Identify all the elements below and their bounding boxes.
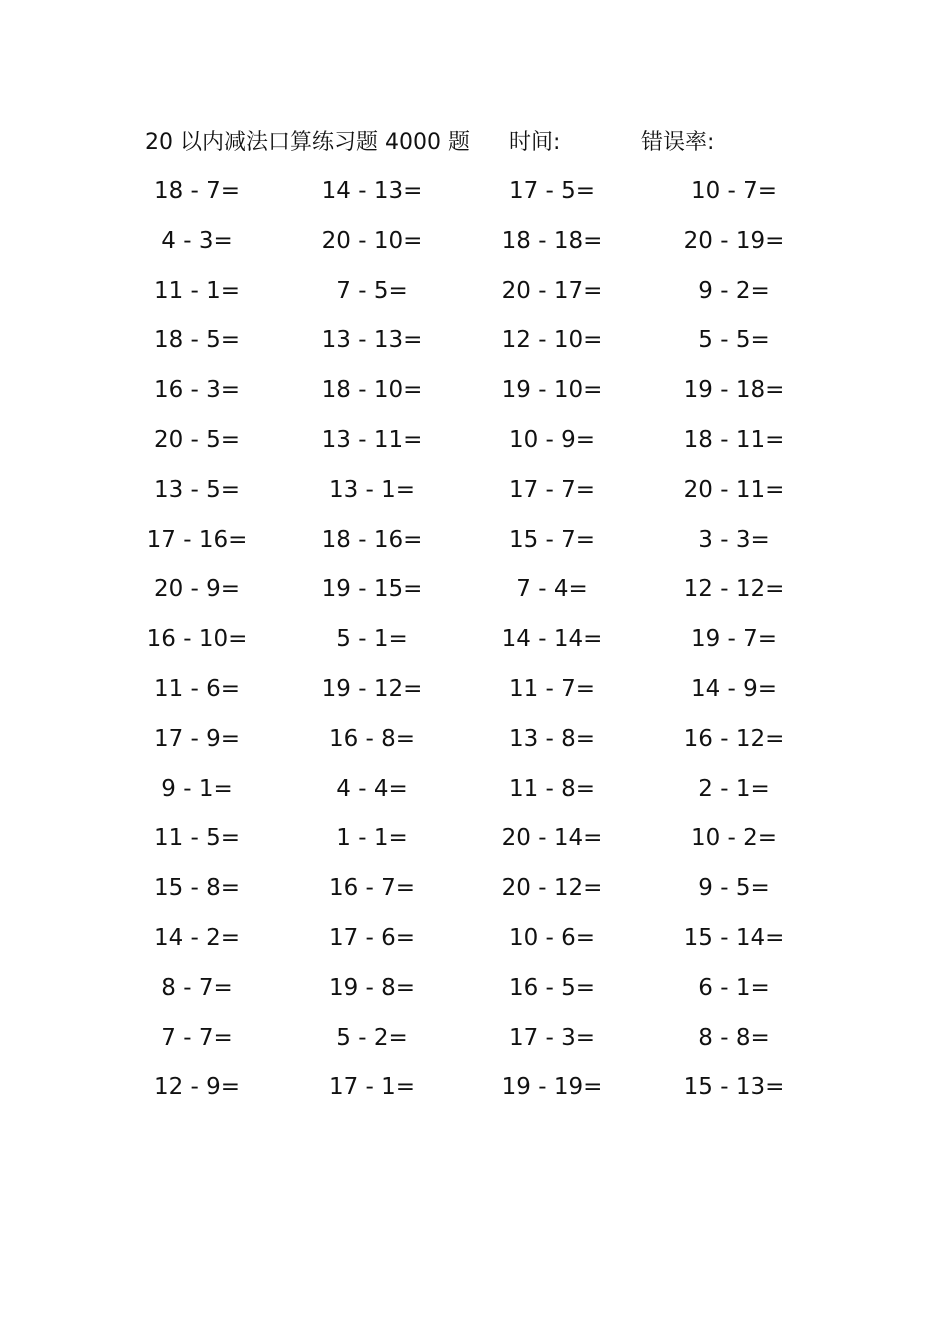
subtraction-problem: 18 - 18= [501, 227, 603, 254]
problem-row [0, 621, 950, 671]
subtraction-problem: 19 - 12= [321, 675, 423, 702]
subtraction-problem: 15 - 14= [683, 924, 785, 951]
problem-row [0, 571, 950, 621]
subtraction-problem: 17 - 5= [508, 178, 596, 204]
subtraction-problem: 16 - 12= [683, 725, 785, 752]
subtraction-problem: 15 - 13= [683, 1074, 785, 1101]
subtraction-problem: 15 - 7= [508, 526, 596, 553]
subtraction-problem: 5 - 1= [336, 626, 408, 653]
problem-row [0, 920, 950, 970]
subtraction-problem: 20 - 12= [501, 875, 603, 902]
subtraction-problem: 2 - 1= [698, 775, 770, 802]
problem-row [0, 422, 950, 472]
subtraction-problem: 18 - 10= [321, 377, 423, 404]
problem-row [0, 522, 950, 572]
subtraction-problem: 3 - 3= [698, 526, 770, 553]
subtraction-problem: 7 - 5= [336, 277, 408, 304]
subtraction-problem: 11 - 1= [153, 277, 241, 304]
subtraction-problem: 7 - 7= [161, 1024, 233, 1051]
worksheet-title: 20 以内减法口算练习题 4000 题 [145, 130, 470, 155]
time-label: 时间: [509, 130, 561, 155]
subtraction-problem: 13 - 8= [508, 725, 596, 752]
subtraction-problem: 18 - 16= [321, 526, 423, 553]
subtraction-problem: 11 - 6= [153, 675, 241, 702]
subtraction-problem: 9 - 5= [698, 875, 770, 902]
subtraction-problem: 16 - 10= [146, 626, 248, 653]
subtraction-problem: 19 - 19= [501, 1074, 603, 1101]
error-rate-label: 错误率: [641, 130, 715, 155]
problem-row [0, 372, 950, 422]
subtraction-problem: 10 - 2= [690, 825, 778, 852]
problem-row [0, 1020, 950, 1070]
subtraction-problem: 17 - 16= [146, 526, 248, 553]
subtraction-problem: 18 - 7= [153, 178, 241, 204]
subtraction-problem: 20 - 11= [683, 476, 785, 503]
subtraction-problem: 16 - 3= [153, 377, 241, 404]
subtraction-problem: 17 - 3= [508, 1024, 596, 1051]
problem-row [0, 173, 950, 223]
subtraction-problem: 19 - 8= [328, 974, 416, 1001]
subtraction-problem: 20 - 9= [153, 576, 241, 603]
subtraction-problem: 14 - 14= [501, 626, 603, 653]
subtraction-problem: 17 - 6= [328, 924, 416, 951]
subtraction-problem: 13 - 11= [321, 426, 423, 453]
subtraction-problem: 9 - 2= [698, 277, 770, 304]
problem-row [0, 820, 950, 870]
subtraction-problem: 4 - 4= [336, 775, 408, 802]
subtraction-problem: 17 - 9= [153, 725, 241, 752]
subtraction-problem: 13 - 5= [153, 476, 241, 503]
problem-row [0, 273, 950, 323]
problem-row [0, 970, 950, 1020]
subtraction-problem: 20 - 19= [683, 227, 785, 254]
subtraction-problem: 11 - 5= [153, 825, 241, 852]
subtraction-problem: 20 - 10= [321, 227, 423, 254]
subtraction-problem: 13 - 13= [321, 327, 423, 354]
problem-row [0, 472, 950, 522]
subtraction-problem: 20 - 14= [501, 825, 603, 852]
subtraction-problem: 6 - 1= [698, 974, 770, 1001]
subtraction-problem: 18 - 11= [683, 426, 785, 453]
subtraction-problem: 11 - 8= [508, 775, 596, 802]
subtraction-problem: 17 - 1= [328, 1074, 416, 1101]
subtraction-problem: 5 - 5= [698, 327, 770, 354]
subtraction-problem: 16 - 5= [508, 974, 596, 1001]
subtraction-problem: 4 - 3= [161, 227, 233, 254]
subtraction-problem: 15 - 8= [153, 875, 241, 902]
subtraction-problem: 19 - 7= [690, 626, 778, 653]
subtraction-problem: 14 - 13= [321, 178, 423, 204]
subtraction-problem: 12 - 10= [501, 327, 603, 354]
worksheet-header [0, 126, 950, 160]
subtraction-problem: 17 - 7= [508, 476, 596, 503]
subtraction-problem: 13 - 1= [328, 476, 416, 503]
problem-row [0, 870, 950, 920]
subtraction-problem: 8 - 8= [698, 1024, 770, 1051]
problem-row [0, 721, 950, 771]
subtraction-problem: 12 - 9= [153, 1074, 241, 1101]
subtraction-problem: 20 - 5= [153, 426, 241, 453]
problem-grid [0, 173, 950, 1119]
subtraction-problem: 14 - 2= [153, 924, 241, 951]
problem-row [0, 1069, 950, 1119]
subtraction-problem: 19 - 10= [501, 377, 603, 404]
subtraction-problem: 1 - 1= [336, 825, 408, 852]
subtraction-problem: 5 - 2= [336, 1024, 408, 1051]
subtraction-problem: 16 - 8= [328, 725, 416, 752]
subtraction-problem: 14 - 9= [690, 675, 778, 702]
subtraction-problem: 12 - 12= [683, 576, 785, 603]
subtraction-problem: 10 - 6= [508, 924, 596, 951]
problem-row [0, 223, 950, 273]
subtraction-problem: 18 - 5= [153, 327, 241, 354]
subtraction-problem: 19 - 18= [683, 377, 785, 404]
problem-row [0, 771, 950, 821]
subtraction-problem: 8 - 7= [161, 974, 233, 1001]
subtraction-problem: 19 - 15= [321, 576, 423, 603]
problem-row [0, 322, 950, 372]
subtraction-problem: 10 - 9= [508, 426, 596, 453]
subtraction-problem: 9 - 1= [161, 775, 233, 802]
subtraction-problem: 20 - 17= [501, 277, 603, 304]
subtraction-problem: 16 - 7= [328, 875, 416, 902]
subtraction-problem: 10 - 7= [690, 178, 778, 204]
problem-row [0, 671, 950, 721]
subtraction-problem: 11 - 7= [508, 675, 596, 702]
subtraction-problem: 7 - 4= [516, 576, 588, 603]
